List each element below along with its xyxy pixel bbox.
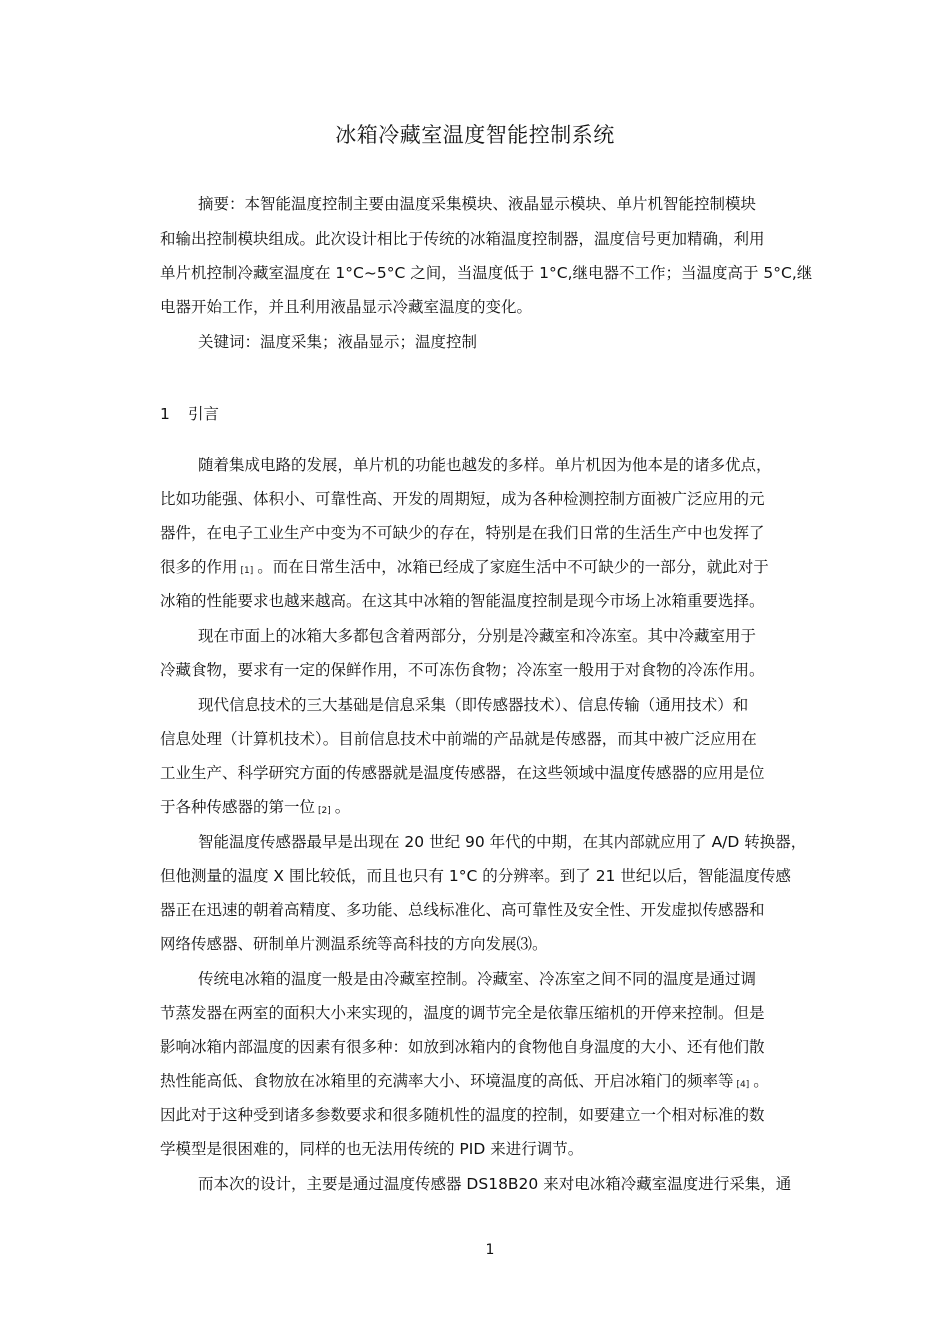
keywords: 关键词：温度采集；液晶显示；温度控制	[198, 333, 478, 351]
body-line: 现代信息技术的三大基础是信息采集（即传感器技术）、信息传输（通用技术）和	[198, 696, 749, 714]
body-line: 随着集成电路的发展，单片机的功能也越发的多样。单片机因为他本是的诸多优点，	[198, 456, 772, 474]
body-line: 学模型是很困难的，同样的也无法用传统的 PID 来进行调节。	[160, 1140, 584, 1158]
abstract-line: 单片机控制冷藏室温度在 1°C~5°C 之间，当温度低于 1°C,继电器不工作；当温度高于 5°C,继	[160, 264, 813, 282]
section-heading	[160, 404, 219, 424]
body-line: 智能温度传感器最早是出现在 20 世纪 90 年代的中期，在其内部就应用了 A/D 转换器，	[198, 833, 807, 851]
body-line: 传统电冰箱的温度一般是由冷藏室控制。冷藏室、冷冻室之间不同的温度是通过调	[198, 970, 757, 988]
body-line	[160, 557, 820, 581]
body-line: 网络传感器、研制单片测温系统等高科技的方向发展⑶。	[160, 935, 548, 953]
page-number: 1	[485, 1242, 495, 1258]
body-text: 很多的作用	[160, 558, 238, 576]
citation-ref: [4]	[736, 1080, 750, 1090]
section-title: 引言	[188, 405, 220, 423]
body-line: 现在市面上的冰箱大多都包含着两部分，分别是冷藏室和冷冻室。其中冷藏室用于	[198, 627, 757, 645]
paper-title: 冰箱冷藏室温度智能控制系统	[335, 123, 615, 147]
body-line: 因此对于这种受到诸多参数要求和很多随机性的温度的控制，如要建立一个相对标准的数	[160, 1106, 765, 1124]
body-line	[160, 1071, 820, 1095]
body-line: 影响冰箱内部温度的因素有很多种：如放到冰箱内的食物他自身温度的大小、还有他们散	[160, 1038, 765, 1056]
body-line: 器正在迅速的朝着高精度、多功能、总线标准化、高可靠性及安全性、开发虚拟传感器和	[160, 901, 765, 919]
citation-ref: [1]	[240, 566, 254, 576]
abstract-line: 电器开始工作，并且利用液晶显示冷藏室温度的变化。	[160, 298, 533, 316]
body-text: 。	[753, 1072, 769, 1090]
body-line: 冰箱的性能要求也越来越高。在这其中冰箱的智能温度控制是现今市场上冰箱重要选择。	[160, 592, 765, 610]
body-line	[160, 797, 820, 821]
body-line: 冷藏食物，要求有一定的保鲜作用，不可冻伤食物；冷冻室一般用于对食物的冷冻作用。	[160, 661, 765, 679]
body-text: 于各种传感器的第一位	[160, 798, 316, 816]
abstract-line: 摘要：本智能温度控制主要由温度采集模块、液晶显示模块、单片机智能控制模块	[198, 195, 757, 213]
body-line: 节蒸发器在两室的面积大小来实现的，温度的调节完全是依靠压缩机的开停来控制。但是	[160, 1004, 765, 1022]
body-text: 热性能高低、食物放在冰箱里的充满率大小、环境温度的高低、开启冰箱门的频率等	[160, 1072, 734, 1090]
body-text: 。	[334, 798, 351, 816]
body-line: 但他测量的温度 X 围比较低，而且也只有 1°C 的分辨率。到了 21 世纪以后，智能温度传感	[160, 867, 791, 885]
body-line: 器件，在电子工业生产中变为不可缺少的存在，特别是在我们日常的生活生产中也发挥了	[160, 524, 765, 542]
section-number: 1	[160, 405, 170, 423]
body-line: 工业生产、科学研究方面的传感器就是温度传感器，在这些领域中温度传感器的应用是位	[160, 764, 765, 782]
body-line: 比如功能强、体积小、可靠性高、开发的周期短，成为各种检测控制方面被广泛应用的元	[160, 490, 765, 508]
body-line: 信息处理（计算机技术）。目前信息技术中前端的产品就是传感器，而其中被广泛应用在	[160, 730, 757, 748]
body-line: 而本次的设计，主要是通过温度传感器 DS18B20 来对电冰箱冷藏室温度进行采集，通	[198, 1175, 792, 1193]
body-text: 。而在日常生活中，冰箱已经成了家庭生活中不可缺少的一部分，就此对于	[257, 558, 769, 576]
citation-ref: [2]	[318, 806, 331, 816]
abstract-line: 和输出控制模块组成。此次设计相比于传统的冰箱温度控制器，温度信号更加精确，利用	[160, 230, 765, 248]
